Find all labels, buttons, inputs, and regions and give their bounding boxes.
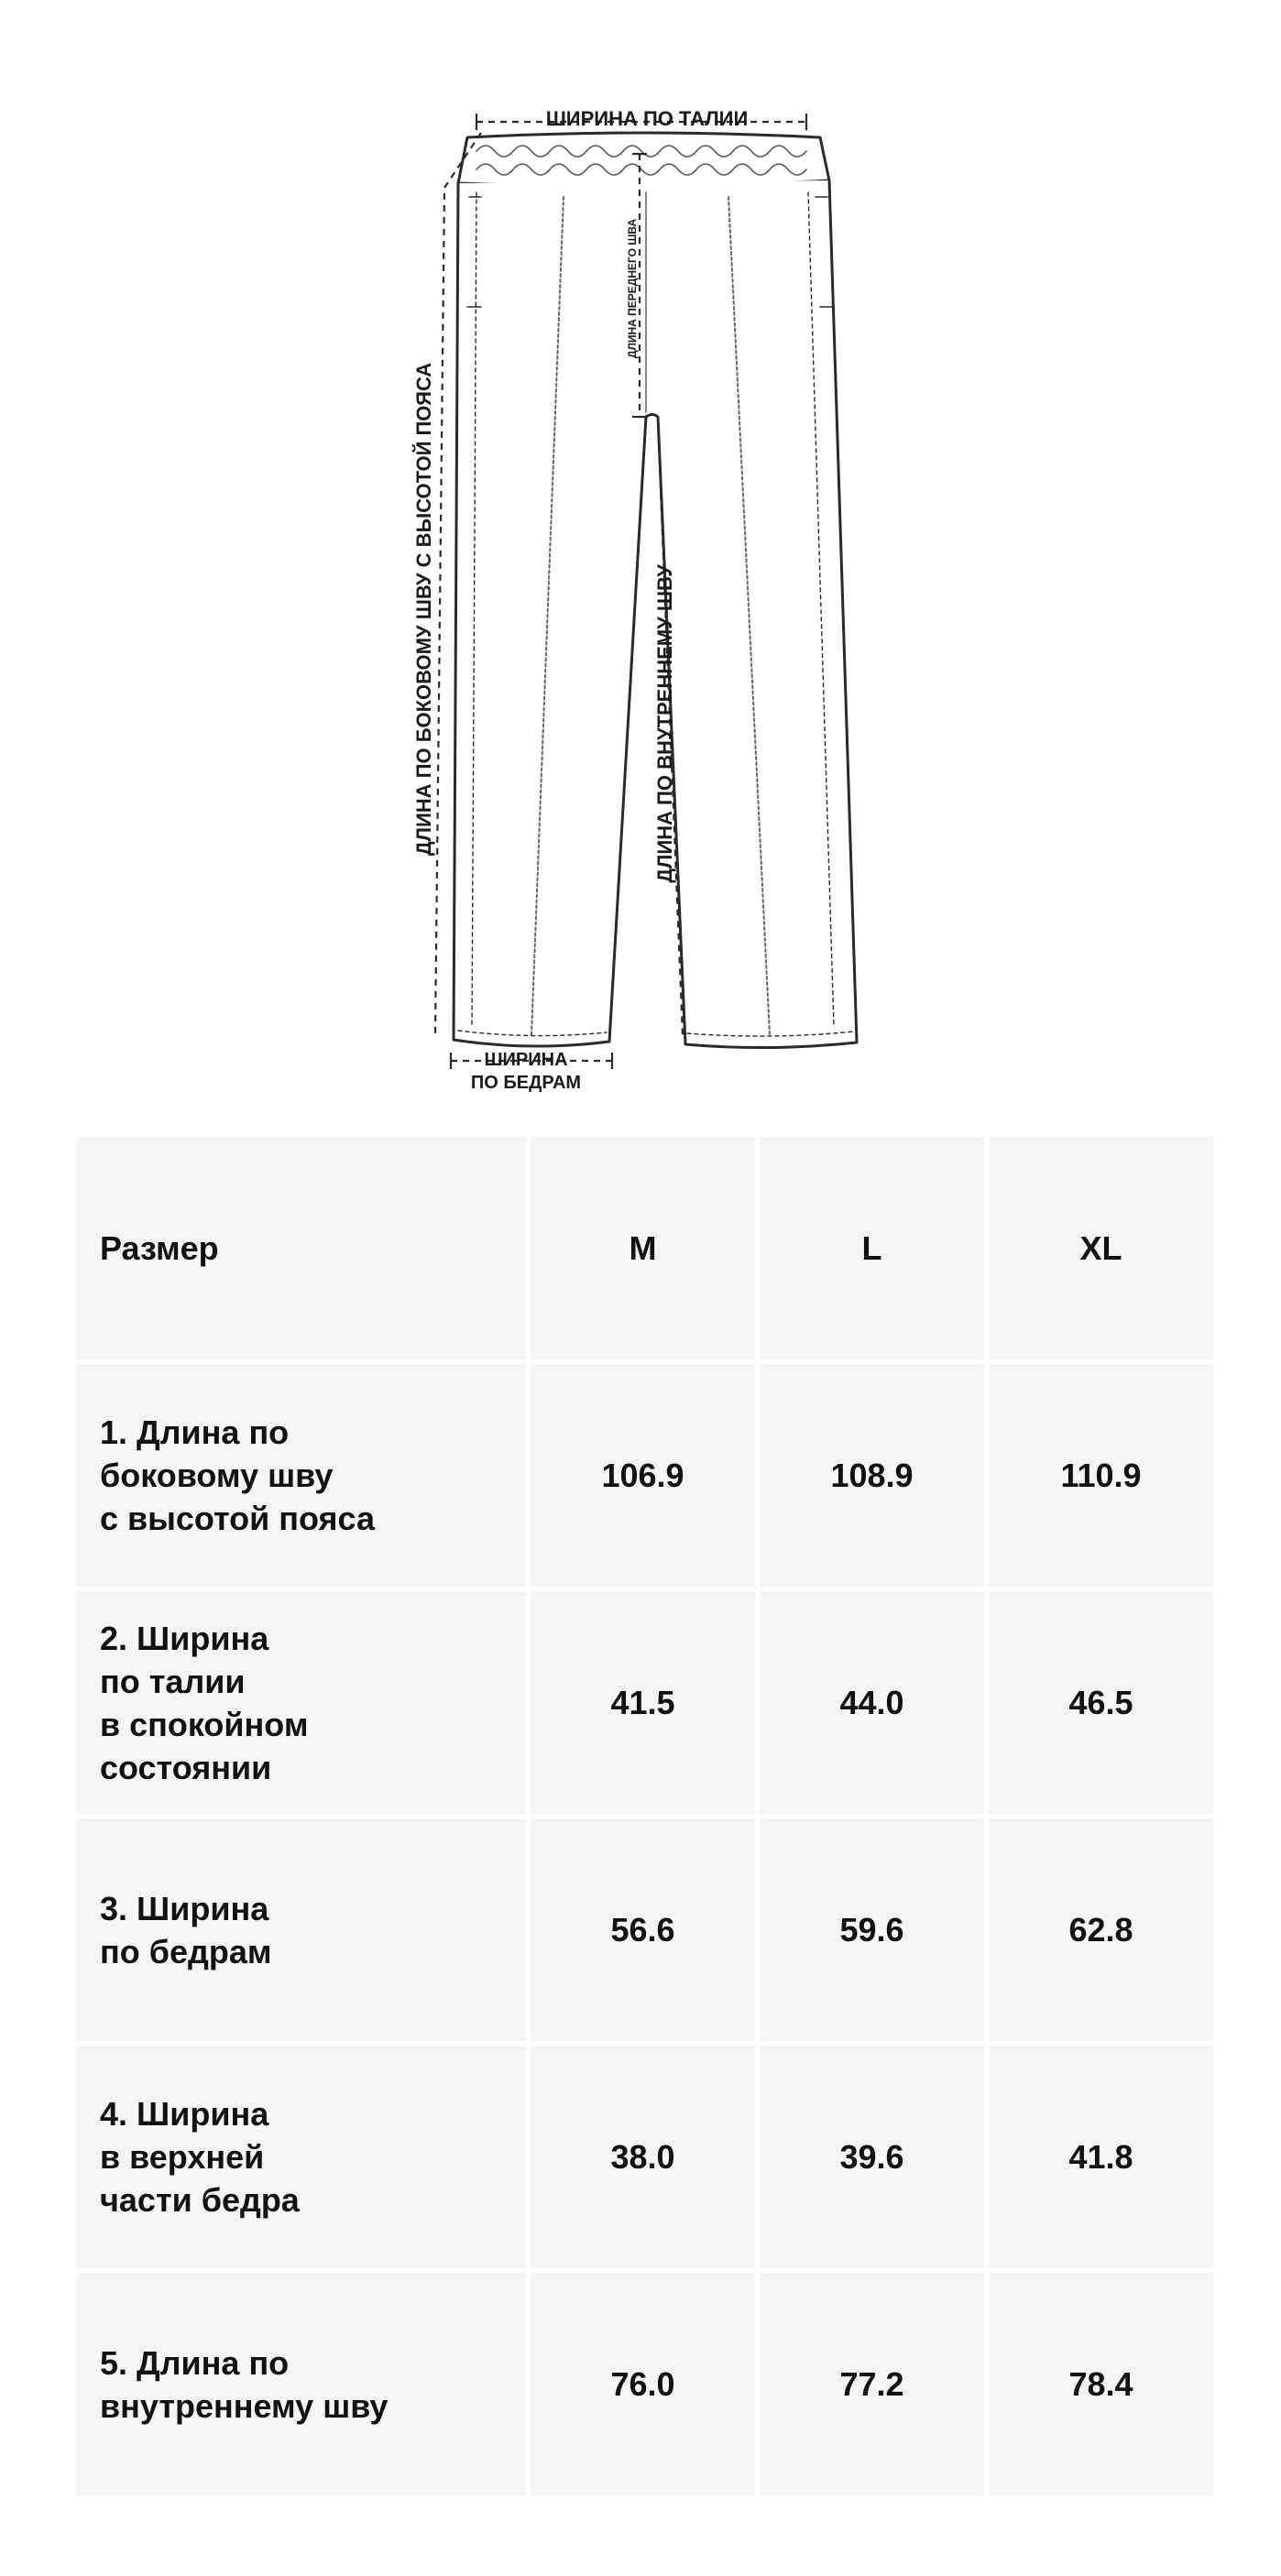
header-size-xl: XL xyxy=(989,1137,1213,1359)
table-cell: 59.6 xyxy=(760,1818,984,2041)
row-label-thigh-width: 4. Ширина в верхней части бедра xyxy=(76,2046,526,2268)
inseam-label: ДЛИНА ПО ВНУТРЕННЕМУ ШВУ xyxy=(653,564,676,883)
table-cell: 106.9 xyxy=(531,1364,755,1587)
table-cell: 78.4 xyxy=(989,2273,1213,2495)
pants-measurement-diagram xyxy=(0,0,1281,1127)
table-cell: 77.2 xyxy=(760,2273,984,2495)
table-cell: 46.5 xyxy=(989,1591,1213,1814)
header-size-m: M xyxy=(531,1137,755,1359)
table-cell: 62.8 xyxy=(989,1818,1213,2041)
table-cell: 39.6 xyxy=(760,2046,984,2268)
table-cell: 41.5 xyxy=(531,1591,755,1814)
table-cell: 44.0 xyxy=(760,1591,984,1814)
table-cell: 38.0 xyxy=(531,2046,755,2268)
waist-width-label: ШИРИНА ПО ТАЛИИ xyxy=(545,107,749,130)
header-size-l: L xyxy=(760,1137,984,1359)
table-cell: 110.9 xyxy=(989,1364,1213,1587)
table-cell: 56.6 xyxy=(531,1818,755,2041)
size-table xyxy=(76,1137,1209,2495)
front-rise-label: ДЛИНА ПЕРЕДНЕГО ШВА xyxy=(626,218,639,359)
side-length-label: ДЛИНА ПО БОКОВОМУ ШВУ С ВЫСОТОЙ ПОЯСА xyxy=(412,362,435,857)
table-cell: 76.0 xyxy=(531,2273,755,2495)
row-label-waist-width: 2. Ширина по талии в спокойном состоянии xyxy=(76,1591,526,1814)
waistband xyxy=(458,133,829,186)
row-label-hip-width: 3. Ширина по бедрам xyxy=(76,1818,526,2041)
hip-width-label-line1: ШИРИНА xyxy=(484,1050,568,1070)
header-label: Размер xyxy=(76,1137,526,1359)
row-label-inseam: 5. Длина по внутреннему шву xyxy=(76,2273,526,2495)
table-cell: 41.8 xyxy=(989,2046,1213,2268)
hip-width-label-line2: ПО БЕДРАМ xyxy=(470,1073,582,1093)
table-cell: 108.9 xyxy=(760,1364,984,1587)
row-label-side-length: 1. Длина по боковому шву с высотой пояса xyxy=(76,1364,526,1587)
